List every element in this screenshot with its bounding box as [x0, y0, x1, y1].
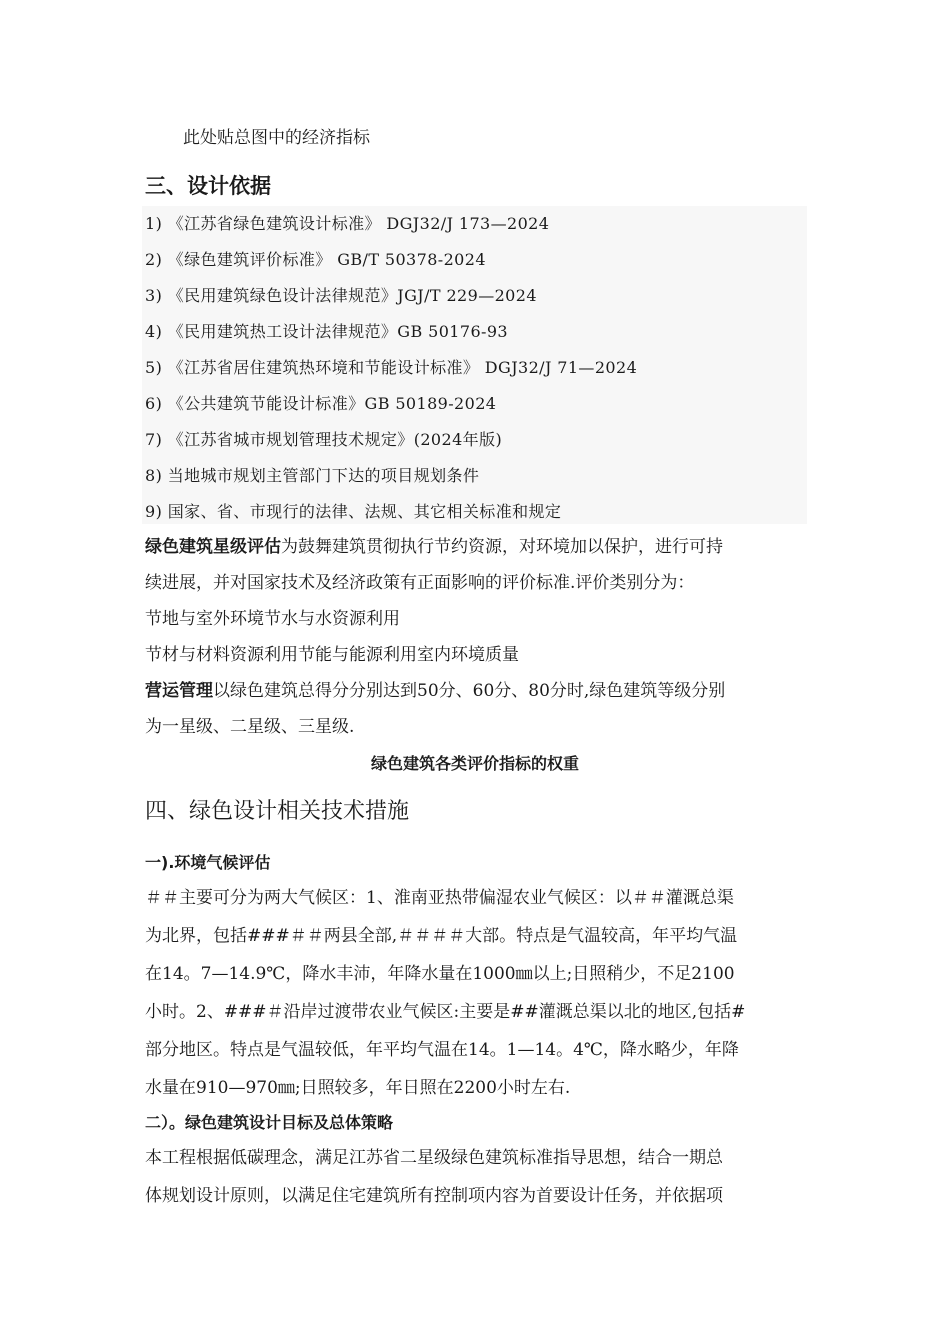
reference-item: 2) 《绿色建筑评价标准》 GB/T 50378-2024	[145, 250, 486, 269]
reference-item: 8) 当地城市规划主管部门下达的项目规划条件	[145, 466, 480, 485]
reference-item: 1) 《江苏省绿色建筑设计标准》 DGJ32/J 173—2024	[145, 214, 550, 233]
reference-item: 3) 《民用建筑绿色设计法律规范》JGJ/T 229—2024	[145, 286, 537, 305]
green-rating-paragraph-line	[145, 529, 723, 565]
climate-paragraph-line: ＃＃主要可分为两大气候区：1、淮南亚热带偏湿农业气候区：以＃＃灌溉总渠	[145, 888, 734, 908]
green-rating-term: 绿色建筑星级评估	[145, 537, 281, 557]
weights-caption: 绿色建筑各类评价指标的权重	[370, 754, 579, 773]
climate-paragraph-line: 在14。7—14.9℃，降水丰沛，年降水量在1000㎜以上;日照稍少，不足2100	[145, 964, 735, 984]
subsection-2-heading: 二）。绿色建筑设计目标及总体策略	[145, 1113, 394, 1132]
reference-item: 5) 《江苏省居住建筑热环境和节能设计标准》 DGJ32/J 71—2024	[145, 358, 638, 377]
categories-line: 节材与材料资源利用节能与能源利用室内环境质量	[145, 645, 519, 665]
section-3-heading: 三、设计依据	[145, 174, 271, 198]
climate-paragraph-line: 部分地区。特点是气温较低，年平均气温在14。1—14。4℃，降水略少，年降	[145, 1040, 739, 1060]
climate-paragraph-line: 小时。2、###＃沿岸过渡带农业气候区:主要是##灌溉总渠以北的地区,包括#	[145, 1002, 746, 1022]
paragraph-line: 续进展，并对国家技术及经济政策有正面影响的评价标准.评价类别分为：	[145, 573, 695, 593]
strategy-paragraph-line: 体规划设计原则，以满足住宅建筑所有控制项内容为首要设计任务，并依据项	[145, 1186, 723, 1206]
paragraph-text: 以绿色建筑总得分分别达到50分、60分、80分时,绿色建筑等级分别	[213, 681, 726, 701]
strategy-paragraph-line: 本工程根据低碳理念，满足江苏省二星级绿色建筑标准指导思想，结合一期总	[145, 1148, 723, 1168]
paragraph-line: 为一星级、二星级、三星级.	[145, 717, 355, 737]
climate-paragraph-line: 水量在910—970㎜;日照较多，年日照在2200小时左右.	[145, 1078, 571, 1098]
economic-indicator-note: 此处贴总图中的经济指标	[183, 128, 370, 148]
climate-paragraph-line: 为北界，包括###＃＃两县全部,＃＃＃＃大部。特点是气温较高，年平均气温	[145, 926, 738, 946]
reference-item: 9) 国家、省、市现行的法律、法规、其它相关标准和规定	[145, 502, 562, 521]
section-4-heading: 四、绿色设计相关技术措施	[145, 799, 410, 824]
paragraph-text: 为鼓舞建筑贯彻执行节约资源，对环境加以保护，进行可持	[281, 537, 723, 557]
categories-line: 节地与室外环境节水与水资源利用	[145, 609, 400, 629]
reference-item: 6) 《公共建筑节能设计标准》GB 50189-2024	[145, 394, 497, 413]
reference-item: 4) 《民用建筑热工设计法律规范》GB 50176-93	[145, 322, 508, 341]
reference-item: 7) 《江苏省城市规划管理技术规定》(2024年版)	[145, 430, 503, 449]
operations-term: 营运管理	[145, 681, 213, 701]
subsection-1-heading: 一).环境气候评估	[145, 853, 271, 872]
operations-paragraph-line	[145, 673, 725, 709]
